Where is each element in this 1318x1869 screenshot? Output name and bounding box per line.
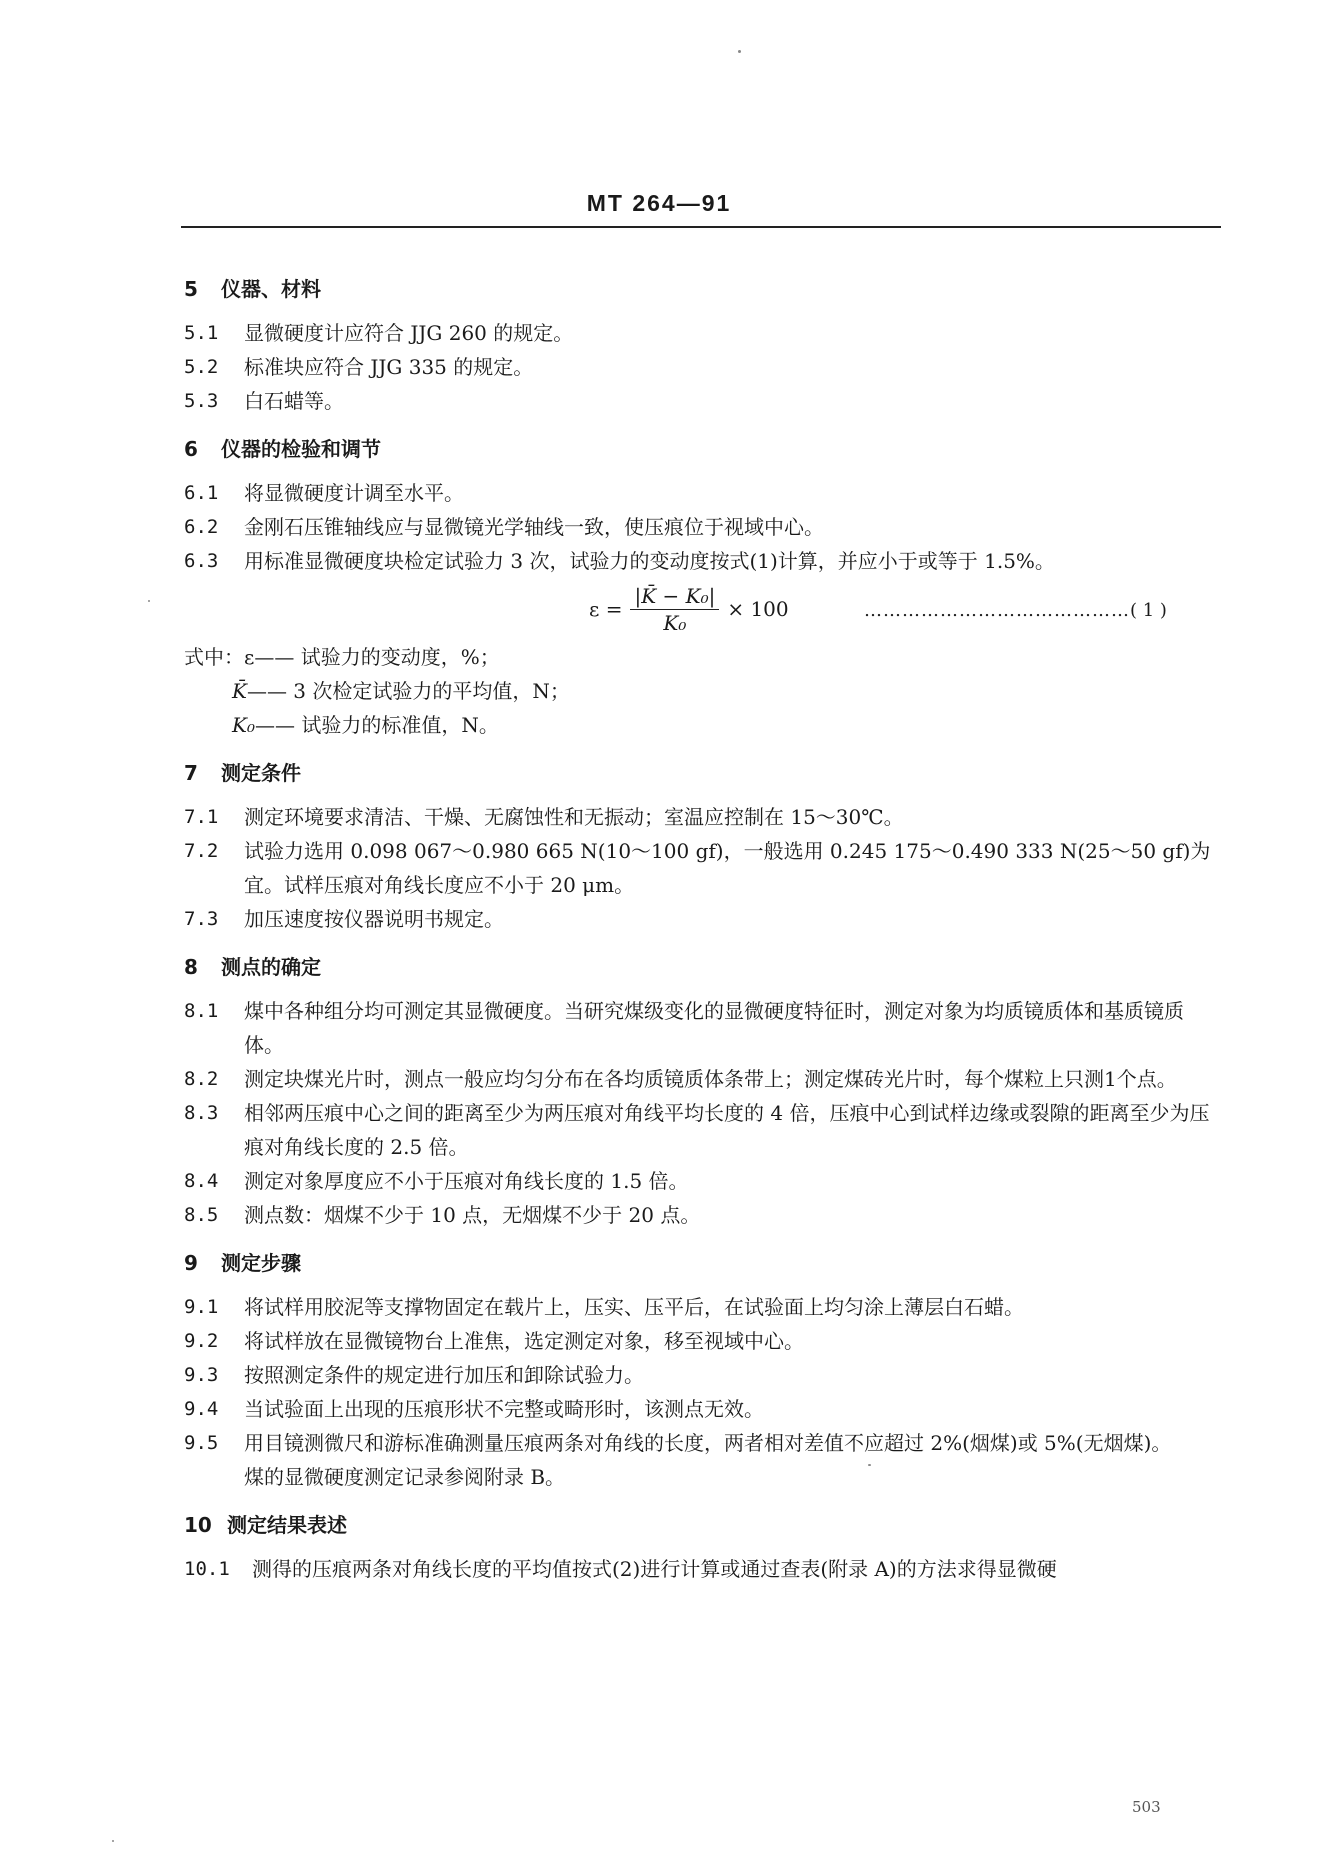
- scan-speck: [868, 1464, 871, 1466]
- formula-numerator: |K̄ − K₀|: [630, 583, 719, 610]
- formula-lhs: ε =: [589, 597, 623, 621]
- section-7-heading: 7 测定条件: [184, 761, 301, 785]
- scan-speck: [738, 50, 741, 53]
- formula-tail: × 100: [727, 597, 789, 621]
- clause-6-3: 6.3 用标准显微硬度块检定试验力 3 次，试验力的变动度按式(1)计算，并应小于或等于 1.5%。: [184, 549, 1055, 573]
- clause-9-5: 9.5 用目镜测微尺和游标准确测量压痕两条对角线的长度，两者相对差值不应超过 2%(烟煤)或 5%(无烟煤)。: [184, 1431, 1172, 1455]
- section-5-heading: 5 仪器、材料: [184, 277, 321, 301]
- section-6-heading: 6 仪器的检验和调节: [184, 437, 381, 461]
- where-line-epsilon: 式中：ε—— 试验力的变动度，%；: [184, 645, 500, 669]
- clause-5-1: 5.1 显微硬度计应符合 JJG 260 的规定。: [184, 321, 574, 345]
- clause-8-3: 8.3 相邻两压痕中心之间的距离至少为两压痕对角线平均长度的 4 倍，压痕中心到试样边缘或裂隙的距离至少为压痕对角线长度的 2.5 倍。: [184, 1101, 1210, 1159]
- equation-label: ( 1 ): [1130, 600, 1167, 621]
- clause-9-4: 9.4 当试验面上出现的压痕形状不完整或畸形时，该测点无效。: [184, 1397, 764, 1421]
- clause-7-1: 7.1 测定环境要求清洁、干燥、无腐蚀性和无振动；室温应控制在 15～30℃。: [184, 805, 904, 829]
- clause-7-2: 7.2 试验力选用 0.098 067～0.980 665 N(10～100 gf)，一般选用 0.245 175～0.490 333 N(25～50 gf)为宜。试样压痕对角线长度应不小于 20 μm。: [184, 839, 1211, 897]
- clause-8-5: 8.5 测点数：烟煤不少于 10 点，无烟煤不少于 20 点。: [184, 1203, 701, 1227]
- equation-number: [864, 594, 1218, 628]
- clause-5-3: 5.3 白石蜡等。: [184, 389, 344, 413]
- clause-9-2: 9.2 将试样放在显微镜物台上准焦，选定测定对象，移至视域中心。: [184, 1329, 804, 1353]
- where-line-k0: K₀—— 试验力的标准值，N。: [232, 713, 499, 737]
- clause-5-2: 5.2 标准块应符合 JJG 335 的规定。: [184, 355, 534, 379]
- clause-8-1: 8.1 煤中各种组分均可测定其显微硬度。当研究煤级变化的显微硬度特征时，测定对象为均质镜质体和基质镜质体。: [184, 999, 1184, 1057]
- formula-expression: [589, 580, 789, 638]
- clause-8-2: 8.2 测定块煤光片时，测点一般应均匀分布在各均质镜质体条带上；测定煤砖光片时，每个煤粒上只测1个点。: [184, 1067, 1177, 1091]
- clause-8-4: 8.4 测定对象厚度应不小于压痕对角线长度的 1.5 倍。: [184, 1169, 689, 1193]
- page-number: 503: [1132, 1798, 1161, 1816]
- clause-10-1: 10.1 测得的压痕两条对角线长度的平均值按式(2)进行计算或通过查表(附录 A)的方法求得显微硬: [184, 1557, 1057, 1581]
- section-10-heading: 10 测定结果表述: [184, 1513, 347, 1537]
- scan-speck: [148, 600, 150, 602]
- section-9-heading: 9 测定步骤: [184, 1251, 301, 1275]
- clause-9-3: 9.3 按照测定条件的规定进行加压和卸除试验力。: [184, 1363, 644, 1387]
- section-8-heading: 8 测点的确定: [184, 955, 321, 979]
- standard-code-header: MT 264—91: [586, 190, 732, 216]
- clause-9-1: 9.1 将试样用胶泥等支撑物固定在载片上，压实、压平后，在试验面上均匀涂上薄层白石蜡。: [184, 1295, 1024, 1319]
- clause-6-2: 6.2 金刚石压锥轴线应与显微镜光学轴线一致，使压痕位于视域中心。: [184, 515, 824, 539]
- formula-denominator: K₀: [663, 610, 687, 635]
- document-body: [184, 264, 1218, 1586]
- formula-fraction: [630, 583, 719, 636]
- scan-speck: [112, 1840, 114, 1842]
- appendix-b-note: 煤的显微硬度测定记录参阅附录 B。: [244, 1465, 566, 1489]
- formula-1: [184, 580, 1218, 638]
- clause-7-3: 7.3 加压速度按仪器说明书规定。: [184, 907, 504, 931]
- where-line-kbar: K̄—— 3 次检定试验力的平均值，N；: [232, 679, 570, 703]
- header-rule: [181, 226, 1221, 228]
- leader-dots: ……………………………………: [864, 600, 1130, 621]
- clause-6-1: 6.1 将显微硬度计调至水平。: [184, 481, 464, 505]
